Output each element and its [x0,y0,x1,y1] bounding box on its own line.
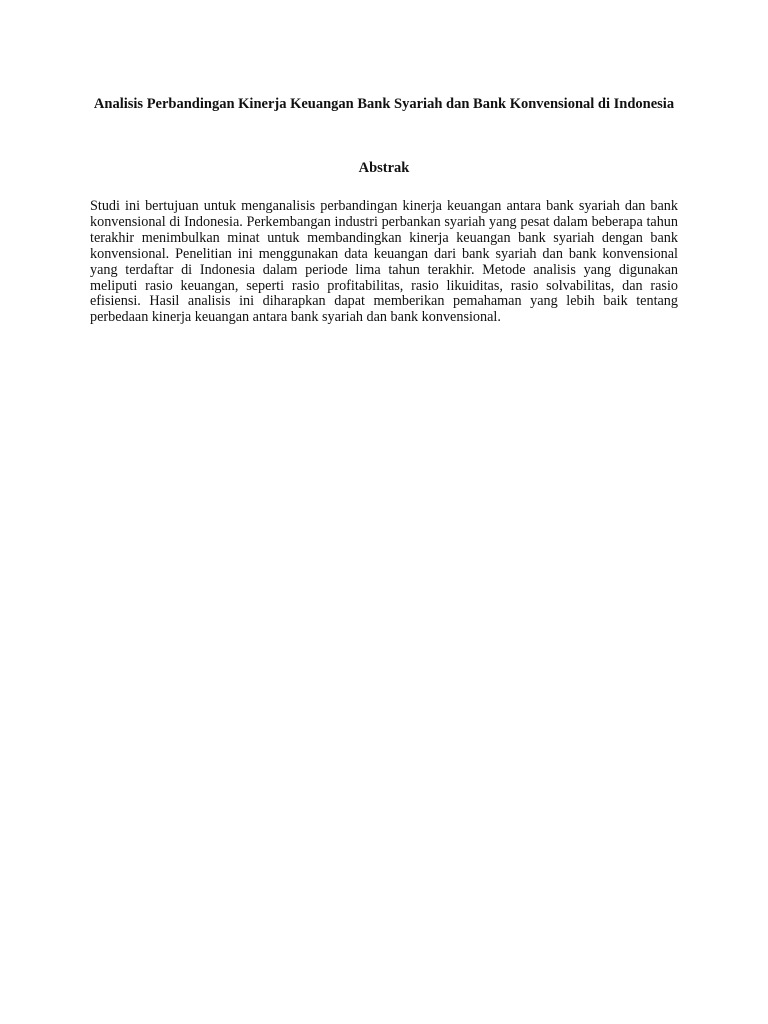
abstract-heading: Abstrak [358,160,410,176]
abstract-paragraph: Studi ini bertujuan untuk menganalisis perbandingan kinerja keuangan antara bank syariah dan bank konvensional di Indonesia. Perkembangan industri perbankan syariah yang pesat dalam beberapa tahun terakhir menimbulkan minat untuk membandingkan kinerja keuangan bank syariah dengan bank konvensional. Penelitian ini menggunakan data keuangan dari bank syariah dan bank konvensional yang terdaftar di Indonesia dalam periode lima tahun terakhir. Metode analisis yang digunakan meliputi rasio keuangan, seperti rasio profitabilitas, rasio likuiditas, rasio solvabilitas, dan rasio efisiensi. Hasil analisis ini diharapkan dapat memberikan pemahaman yang lebih baik tentang perbedaan kinerja keuangan antara bank syariah dan bank konvensional. [90,198,678,326]
paper-title: Analisis Perbandingan Kinerja Keuangan Bank Syariah dan Bank Konvensional di Indonesia [93,96,675,112]
